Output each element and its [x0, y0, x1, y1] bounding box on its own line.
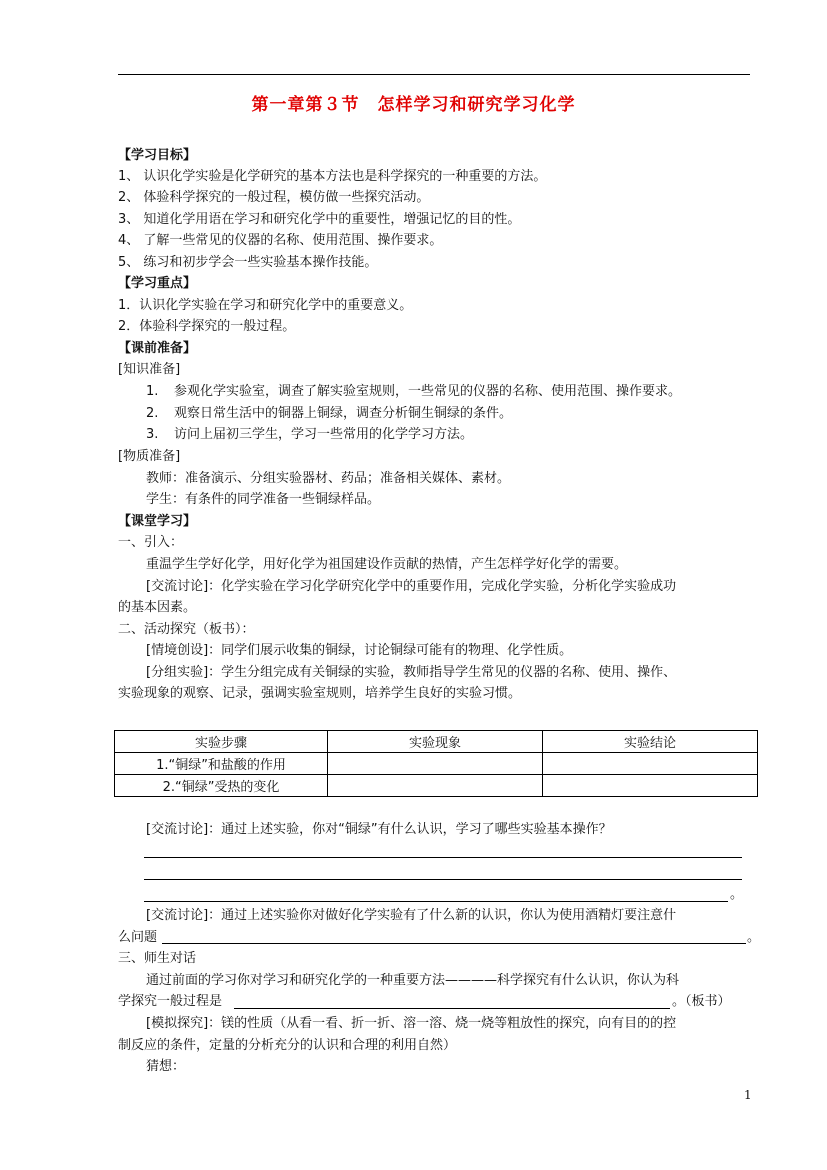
discussion-1: [交流讨论]：化学实验在学习化学研究化学中的重要作用，完成化学实验，分析化学实验成功: [146, 579, 677, 594]
answer-line: [162, 943, 746, 944]
page-number: 1: [744, 1088, 752, 1102]
dialog-text-cont: 学探究一般过程是: [118, 994, 223, 1009]
item-number: 3.: [146, 427, 159, 442]
item-number: 1.: [146, 384, 159, 399]
goal-item: 1、 认识化学实验是化学研究的基本方法也是科学探究的一种重要的方法。: [118, 169, 547, 184]
answer-line: [144, 857, 742, 858]
teacher-prep: 教师：准备演示、分组实验器材、药品；准备相关媒体、素材。: [146, 471, 511, 486]
discussion-3-cont: 么问题: [118, 930, 158, 945]
table-row: [115, 753, 758, 775]
table-cell: [328, 753, 543, 775]
intro-text: 重温学生学好化学，用好化学为祖国建设作贡献的热情，产生怎样学好化学的需要。: [146, 557, 628, 572]
key-point-item: 1．认识化学实验在学习和研究化学中的重要意义。: [118, 298, 413, 313]
intro-label: 一、引入：: [118, 535, 184, 550]
experiment-table: [114, 730, 758, 797]
dialog-text-end: 。（板书）: [672, 994, 731, 1009]
key-point-item: 2．体验科学探究的一般过程。: [118, 319, 296, 334]
table-row: [115, 775, 758, 797]
activity-label: 二、活动探究（板书）：: [118, 622, 255, 637]
period-mark: 。: [747, 930, 761, 945]
answer-line: [144, 879, 742, 880]
table-cell: [328, 775, 543, 797]
header-cell: 实验结论: [543, 731, 758, 753]
item-text: 访问上届初三学生，学习一些常用的化学学习方法。: [174, 427, 474, 442]
knowledge-item: [146, 382, 681, 402]
guess-label: 猜想：: [146, 1059, 186, 1074]
discussion-2: [交流讨论]：通过上述实验，你对“铜绿”有什么认识，学习了哪些实验基本操作？: [146, 822, 612, 837]
page-title: 第一章第３节 怎样学习和研究学习化学: [251, 95, 576, 115]
goal-item: 5、 练习和初步学会一些实验基本操作技能。: [118, 255, 378, 270]
table-cell: 2.“铜绿”受热的变化: [115, 775, 328, 797]
simulated-inquiry-cont: 制反应的条件，定量的分析充分的认识和合理的利用自然）: [118, 1038, 457, 1053]
item-number: 2.: [146, 406, 159, 421]
student-prep: 学生：有条件的同学准备一些铜绿样品。: [146, 492, 381, 507]
class-heading: 【课堂学习】: [118, 514, 197, 529]
knowledge-label: [知识准备]: [118, 362, 181, 377]
header-cell: 实验步骤: [115, 731, 328, 753]
table-cell: [543, 753, 758, 775]
period-mark: 。: [730, 887, 744, 902]
scenario-text: [情境创设]：同学们展示收集的铜绿，讨论铜绿可能有的物理、化学性质。: [146, 643, 573, 658]
prep-heading: 【课前准备】: [118, 341, 197, 356]
dialog-label: 三、师生对话: [118, 951, 197, 966]
goal-item: 3、 知道化学用语在学习和研究化学中的重要性，增强记忆的目的性。: [118, 212, 521, 227]
group-experiment-cont: 实验现象的观察、记录，强调实验室规则，培养学生良好的实验习惯。: [118, 686, 522, 701]
item-text: 观察日常生活中的铜器上铜绿，调查分析铜生铜绿的条件。: [174, 406, 513, 421]
item-text: 参观化学实验室，调查了解实验室规则，一些常见的仪器的名称、使用范围、操作要求。: [174, 384, 682, 399]
group-experiment: [分组实验]：学生分组完成有关铜绿的实验，教师指导学生常见的仪器的名称、使用、操作、: [146, 665, 677, 680]
answer-line: [144, 901, 728, 902]
goals-heading: 【学习目标】: [118, 148, 197, 163]
goal-item: 2、 体验科学探究的一般过程，模仿做一些探究活动。: [118, 190, 430, 205]
table-cell: 1.“铜绿”和盐酸的作用: [115, 753, 328, 775]
goal-item: 4、 了解一些常见的仪器的名称、使用范围、操作要求。: [118, 233, 443, 248]
discussion-1-cont: 的基本因素。: [118, 600, 197, 615]
discussion-3: [交流讨论]：通过上述实验你对做好化学实验有了什么新的认识，你认为使用酒精灯要注意什: [146, 908, 677, 923]
material-label: [物质准备]: [118, 449, 181, 464]
header-cell: 实验现象: [328, 731, 543, 753]
knowledge-item: [146, 425, 473, 445]
table-header-row: [115, 731, 758, 753]
key-points-heading: 【学习重点】: [118, 276, 197, 291]
header-rule: [118, 74, 750, 75]
answer-line: [234, 1008, 670, 1009]
dialog-text: 通过前面的学习你对学习和研究化学的一种重要方法————科学探究有什么认识，你认为科: [146, 973, 680, 988]
table-cell: [543, 775, 758, 797]
knowledge-item: [146, 404, 512, 424]
simulated-inquiry: [模拟探究]：镁的性质（从看一看、折一折、溶一溶、烧一烧等粗放性的探究，向有目的的控: [146, 1016, 677, 1031]
